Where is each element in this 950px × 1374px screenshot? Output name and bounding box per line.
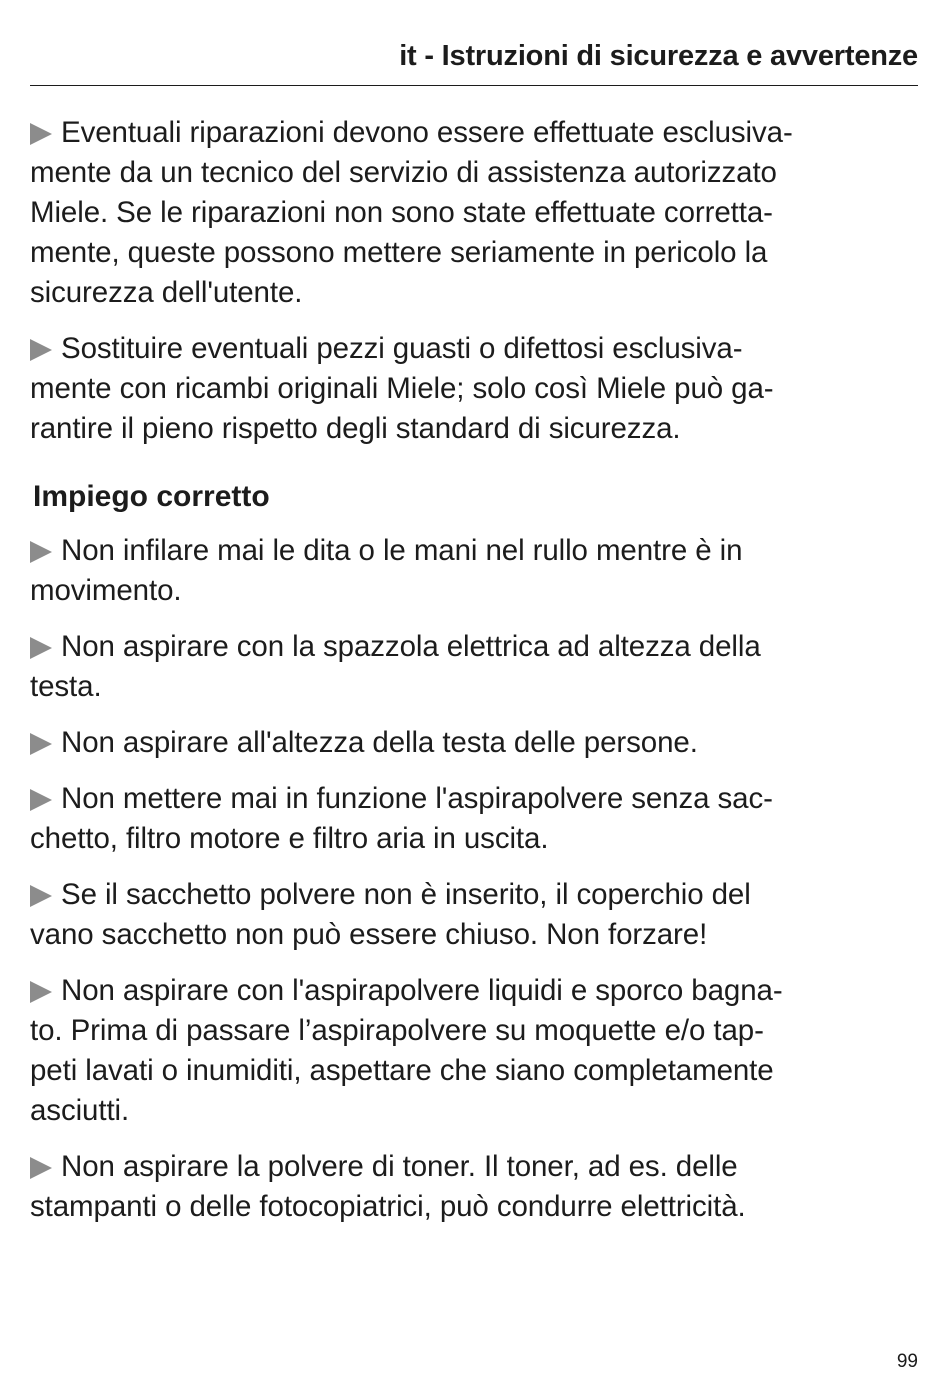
page-title: it - Istruzioni di sicurezza e avvertenze [399,40,918,72]
list-item: Se il sacchetto polvere non è inserito, il coperchio del vano sacchetto non può essere chiuso. Non forzare! [30,878,751,951]
triangle-bullet-icon [30,981,52,1003]
triangle-bullet-icon [30,733,52,755]
list-item: Non aspirare la polvere di toner. Il toner, ad es. delle stampanti o delle fotocopiatrici, può condurre elettricità. [30,1150,746,1223]
list-item: Sostituire eventuali pezzi guasti o difettosi esclusiva- mente con ricambi originali Miele; solo così Miele può ga- rantire il pieno rispetto degli standard di sicurezza. [30,332,774,445]
page-content [30,113,920,1243]
triangle-bullet-icon [30,1157,52,1179]
list-item: Non infilare mai le dita o le mani nel rullo mentre è in movimento. [30,534,743,607]
triangle-bullet-icon [30,885,52,907]
triangle-bullet-icon [30,541,52,563]
list-item: Non aspirare con l'aspirapolvere liquidi e sporco bagna- to. Prima di passare l’aspirapolvere su moquette e/o tap- peti lavati o inumiditi, aspettare che siano completamente asciutti. [30,974,783,1127]
triangle-bullet-icon [30,123,52,145]
list-item: Eventuali riparazioni devono essere effettuate esclusiva- mente da un tecnico del servizio di assistenza autorizzato Miele. Se le riparazioni non sono state effettuate corretta- mente, queste possono mettere seriamente in pericolo la sicurezza dell'utente. [30,116,793,309]
section-heading: Impiego corretto [33,480,270,513]
section-safety-repairs [30,113,920,449]
list-item: Non aspirare con la spazzola elettrica ad altezza della testa. [30,630,761,703]
triangle-bullet-icon [30,339,52,361]
triangle-bullet-icon [30,789,52,811]
list-item: Non mettere mai in funzione l'aspirapolvere senza sac- chetto, filtro motore e filtro aria in uscita. [30,782,773,855]
page-number: 99 [896,1351,918,1372]
page-header [30,38,918,86]
section-correct-use [30,477,920,1227]
triangle-bullet-icon [30,637,52,659]
list-item: Non aspirare all'altezza della testa delle persone. [30,723,920,763]
